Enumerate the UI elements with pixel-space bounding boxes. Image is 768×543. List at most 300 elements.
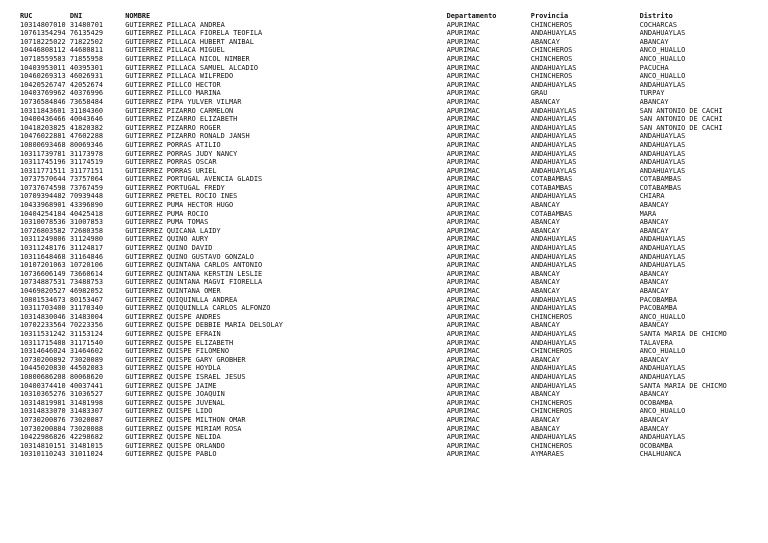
cell-dni: 46982052 xyxy=(69,287,104,295)
cell-departamento: APURIMAC xyxy=(446,252,480,261)
cell-nombre: GUTIERREZ QUISPE ISRAEL JESUS xyxy=(125,372,246,381)
cell-ruc: 10311531242 xyxy=(20,329,66,338)
cell-dni: 31036527 xyxy=(69,390,104,399)
cell-dni: 31481015 xyxy=(69,441,104,450)
cell-provincia: ANDAHUAYLAS xyxy=(530,329,577,338)
table-row xyxy=(0,89,768,98)
cell-nombre: GUTIERREZ PILLACA SAMUEL ALCADIO xyxy=(125,63,259,72)
cell-provincia: ABANCAY xyxy=(530,424,560,433)
cell-provincia: ANDAHUAYLAS xyxy=(530,192,577,201)
cell-ruc: 10433968901 xyxy=(20,201,66,210)
cell-dni: 31483004 xyxy=(69,312,104,321)
cell-nombre: GUTIERREZ PIZARRO ELIZABETH xyxy=(125,115,238,124)
table-row xyxy=(0,141,768,150)
cell-dni: 73658484 xyxy=(69,97,104,106)
cell-departamento: APURIMAC xyxy=(446,381,480,390)
cell-dni: 31170340 xyxy=(69,304,104,313)
table-row xyxy=(0,98,768,107)
cell-departamento: APURIMAC xyxy=(446,235,480,244)
cell-departamento: APURIMAC xyxy=(446,244,480,253)
cell-ruc: 10761354294 xyxy=(20,29,66,38)
cell-dni: 31480701 xyxy=(69,20,104,29)
cell-distrito: ABANCAY xyxy=(639,97,669,106)
cell-nombre: GUTIERREZ PILLCO HECTOR xyxy=(125,80,221,89)
cell-ruc: 10404254184 xyxy=(20,209,66,218)
cell-distrito: ANDAHUAYLAS xyxy=(639,261,686,270)
table-row xyxy=(0,425,768,434)
cell-ruc: 10420526747 xyxy=(20,80,66,89)
cell-departamento: APURIMAC xyxy=(446,89,480,98)
table-row xyxy=(0,72,768,81)
cell-ruc: 10311648468 xyxy=(20,252,66,261)
cell-provincia: ANDAHUAYLAS xyxy=(530,381,577,390)
cell-departamento: APURIMAC xyxy=(446,123,480,132)
cell-nombre: GUTIERREZ QUISPE JOAQUIN xyxy=(125,390,225,399)
cell-provincia: AYMARAES xyxy=(530,450,564,459)
cell-provincia: CHINCHEROS xyxy=(530,72,573,81)
cell-provincia: CHINCHEROS xyxy=(530,347,573,356)
cell-provincia: ANDAHUAYLAS xyxy=(530,149,577,158)
cell-provincia: ABANCAY xyxy=(530,269,560,278)
cell-ruc: 10460269313 xyxy=(20,72,66,81)
cell-ruc: 10311703400 xyxy=(20,304,66,313)
cell-dni: 43396890 xyxy=(69,201,104,210)
cell-dni: 80068620 xyxy=(69,372,104,381)
cell-dni: 73020089 xyxy=(69,355,104,364)
cell-nombre: GUTIERREZ PILLACA WILFREDO xyxy=(125,72,234,81)
cell-provincia: CHINCHEROS xyxy=(530,54,573,63)
cell-nombre: GUTIERREZ QUISPE EFRAIN xyxy=(125,329,221,338)
cell-ruc: 10314819981 xyxy=(20,398,66,407)
cell-dni: 31124817 xyxy=(69,244,104,253)
cell-departamento: APURIMAC xyxy=(446,183,480,192)
cell-distrito: ANCO_HUALLO xyxy=(639,407,686,416)
cell-nombre: GUTIERREZ QUISPE NELIDA xyxy=(125,433,221,442)
cell-provincia: ANDAHUAYLAS xyxy=(530,372,577,381)
cell-ruc: 10445020830 xyxy=(20,364,66,373)
cell-dni: 44680811 xyxy=(69,46,104,55)
cell-provincia: ABANCAY xyxy=(530,355,560,364)
cell-departamento: APURIMAC xyxy=(446,415,480,424)
cell-departamento: APURIMAC xyxy=(446,278,480,287)
cell-distrito: ABANCAY xyxy=(639,278,669,287)
cell-provincia: ANDAHUAYLAS xyxy=(530,252,577,261)
table-row xyxy=(0,270,768,279)
cell-departamento: APURIMAC xyxy=(446,149,480,158)
cell-nombre: GUTIERREZ QUISPE GARY GROBHER xyxy=(125,355,246,364)
cell-departamento: APURIMAC xyxy=(446,115,480,124)
cell-nombre: GUTIERREZ QUINO AURY xyxy=(125,235,209,244)
cell-ruc: 10730200876 xyxy=(20,415,66,424)
table-row xyxy=(0,235,768,244)
cell-distrito: OCOBAMBA xyxy=(639,441,673,450)
cell-nombre: GUTIERREZ PORTUGAL FREDY xyxy=(125,183,225,192)
cell-dni: 73757064 xyxy=(69,175,104,184)
cell-distrito: ABANCAY xyxy=(639,218,669,227)
cell-provincia: CHINCHEROS xyxy=(530,46,573,55)
cell-distrito: SAN ANTONIO DE CACHI xyxy=(639,106,723,115)
table-row xyxy=(0,115,768,124)
cell-nombre: GUTIERREZ QUINTANA CARLOS ANTONIO xyxy=(125,261,263,270)
cell-dni: 73020087 xyxy=(69,415,104,424)
cell-distrito: TURPAY xyxy=(639,89,665,98)
cell-dni: 44502083 xyxy=(69,364,104,373)
cell-provincia: ABANCAY xyxy=(530,201,560,210)
cell-distrito: SAN ANTONIO DE CACHI xyxy=(639,123,723,132)
cell-ruc: 10730200884 xyxy=(20,424,66,433)
cell-distrito: CHALHUANCA xyxy=(639,450,682,459)
cell-nombre: GUTIERREZ QUINTANA OMER xyxy=(125,287,221,295)
cell-dni: 70223356 xyxy=(69,321,104,330)
cell-ruc: 10736584846 xyxy=(20,97,66,106)
table-row xyxy=(0,64,768,73)
cell-distrito: ANDAHUAYLAS xyxy=(639,244,686,253)
cell-distrito: SAN ANTONIO DE CACHI xyxy=(639,115,723,124)
cell-departamento: APURIMAC xyxy=(446,390,480,399)
cell-departamento: APURIMAC xyxy=(446,29,480,38)
cell-departamento: APURIMAC xyxy=(446,46,480,55)
table-row xyxy=(0,175,768,184)
table-row xyxy=(0,227,768,236)
cell-dni: 73020088 xyxy=(69,424,104,433)
cell-distrito: COCHARCAS xyxy=(639,20,677,29)
table-row xyxy=(0,287,768,296)
cell-nombre: GUTIERREZ PUMA HECTOR HUGO xyxy=(125,201,234,210)
cell-nombre: GUTIERREZ QUINO GUSTAVO GONZALO xyxy=(125,252,254,261)
cell-departamento: APURIMAC xyxy=(446,321,480,330)
cell-nombre: GUTIERREZ PUMA ROCIO xyxy=(125,209,209,218)
cell-departamento: APURIMAC xyxy=(446,261,480,270)
cell-departamento: APURIMAC xyxy=(446,355,480,364)
cell-ruc: 10800686208 xyxy=(20,372,66,381)
cell-nombre: GUTIERREZ PUMA TOMAS xyxy=(125,218,209,227)
cell-nombre: GUTIERREZ QUINTANA MAGVI FIORELLA xyxy=(125,278,263,287)
cell-distrito: MARA xyxy=(639,209,657,218)
table-row xyxy=(0,132,768,141)
cell-departamento: APURIMAC xyxy=(446,338,480,347)
cell-nombre: GUTIERREZ QUISPE PABLO xyxy=(125,450,217,459)
cell-nombre: GUTIERREZ PORRAS ATILIO xyxy=(125,140,221,149)
cell-distrito: COTABAMBAS xyxy=(639,175,682,184)
cell-nombre: GUTIERREZ QUISPE ELIZABETH xyxy=(125,338,234,347)
table-row xyxy=(0,339,768,348)
cell-ruc: 10709394482 xyxy=(20,192,66,201)
cell-nombre: GUTIERREZ PIZARRO CARMELON xyxy=(125,106,234,115)
table-row xyxy=(0,416,768,425)
cell-distrito: ANCO_HUALLO xyxy=(639,347,686,356)
cell-nombre: GUTIERREZ QUISPE FILOMENO xyxy=(125,347,229,356)
cell-departamento: APURIMAC xyxy=(446,226,480,235)
cell-ruc: 10736606149 xyxy=(20,269,66,278)
table-header-row xyxy=(0,12,768,21)
cell-ruc: 10403769962 xyxy=(20,89,66,98)
cell-dni: 31007853 xyxy=(69,218,104,227)
cell-dni: 31011024 xyxy=(69,450,104,459)
header-departamento: Departamento xyxy=(446,12,497,20)
table-row xyxy=(0,124,768,133)
cell-ruc: 10446808112 xyxy=(20,46,66,55)
header-distrito: Distrito xyxy=(639,12,673,20)
cell-distrito: SANTA MARIA DE CHICMO xyxy=(639,329,727,338)
cell-dni: 72680358 xyxy=(69,226,104,235)
cell-ruc: 10737570644 xyxy=(20,175,66,184)
cell-dni: 31164846 xyxy=(69,252,104,261)
cell-provincia: GRAU xyxy=(530,89,548,98)
cell-ruc: 10107201063 xyxy=(20,261,66,270)
cell-nombre: GUTIERREZ QUISPE ORLANDO xyxy=(125,441,225,450)
table-row xyxy=(0,81,768,90)
cell-dni: 31464602 xyxy=(69,347,104,356)
cell-ruc: 10314833070 xyxy=(20,407,66,416)
cell-dni: 47602288 xyxy=(69,132,104,141)
cell-ruc: 10403953011 xyxy=(20,63,66,72)
cell-distrito: ANDAHUAYLAS xyxy=(639,29,686,38)
table-row xyxy=(0,201,768,210)
cell-distrito: ANDAHUAYLAS xyxy=(639,364,686,373)
cell-departamento: APURIMAC xyxy=(446,441,480,450)
table-row xyxy=(0,253,768,262)
cell-dni: 42052674 xyxy=(69,80,104,89)
cell-distrito: ANCO_HUALLO xyxy=(639,54,686,63)
cell-nombre: GUTIERREZ PILLACA HUBERT ANIBAL xyxy=(125,37,254,46)
cell-provincia: ABANCAY xyxy=(530,415,560,424)
table-row xyxy=(0,321,768,330)
cell-departamento: APURIMAC xyxy=(446,329,480,338)
cell-departamento: APURIMAC xyxy=(446,295,480,304)
table-row xyxy=(0,21,768,30)
cell-distrito: ABANCAY xyxy=(639,321,669,330)
cell-departamento: APURIMAC xyxy=(446,72,480,81)
cell-dni: 73767459 xyxy=(69,183,104,192)
cell-departamento: APURIMAC xyxy=(446,269,480,278)
cell-provincia: CHINCHEROS xyxy=(530,441,573,450)
cell-provincia: CHINCHEROS xyxy=(530,312,573,321)
cell-departamento: APURIMAC xyxy=(446,63,480,72)
cell-dni: 40043646 xyxy=(69,115,104,124)
table-row xyxy=(0,364,768,373)
table-body xyxy=(0,21,768,459)
cell-ruc: 10737674598 xyxy=(20,183,66,192)
cell-provincia: ANDAHUAYLAS xyxy=(530,244,577,253)
table-row xyxy=(0,55,768,64)
cell-nombre: GUTIERREZ QUICAÑA LAIDY xyxy=(125,226,221,235)
table-row xyxy=(0,107,768,116)
cell-provincia: ABANCAY xyxy=(530,321,560,330)
cell-dni: 40037441 xyxy=(69,381,104,390)
cell-dni: 76135429 xyxy=(69,29,104,38)
cell-distrito: ANDAHUAYLAS xyxy=(639,252,686,261)
table-row xyxy=(0,373,768,382)
cell-ruc: 10311248176 xyxy=(20,244,66,253)
cell-dni: 31171540 xyxy=(69,338,104,347)
cell-provincia: COTABAMBAS xyxy=(530,209,573,218)
cell-provincia: ABANCAY xyxy=(530,226,560,235)
cell-departamento: APURIMAC xyxy=(446,192,480,201)
cell-distrito: ABANCAY xyxy=(639,269,669,278)
cell-provincia: ANDAHUAYLAS xyxy=(530,295,577,304)
cell-departamento: APURIMAC xyxy=(446,209,480,218)
cell-provincia: ANDAHUAYLAS xyxy=(530,115,577,124)
table-row xyxy=(0,261,768,270)
cell-provincia: ABANCAY xyxy=(530,97,560,106)
cell-distrito: ABANCAY xyxy=(639,390,669,399)
cell-distrito: PACOBAMBA xyxy=(639,295,677,304)
table-row xyxy=(0,399,768,408)
cell-dni: 41820382 xyxy=(69,123,104,132)
cell-nombre: GUTIERREZ PILLACA MIGUEL xyxy=(125,46,225,55)
table-row xyxy=(0,158,768,167)
cell-distrito: PACUCHA xyxy=(639,63,669,72)
cell-distrito: ANCO_HUALLO xyxy=(639,312,686,321)
cell-provincia: COTABAMBAS xyxy=(530,183,573,192)
cell-ruc: 10310365276 xyxy=(20,390,66,399)
table-row xyxy=(0,347,768,356)
cell-ruc: 10730200892 xyxy=(20,355,66,364)
cell-ruc: 10314810151 xyxy=(20,441,66,450)
cell-dni: 31174519 xyxy=(69,158,104,167)
cell-nombre: GUTIERREZ QUISPE MIRIAM ROSA xyxy=(125,424,242,433)
cell-departamento: APURIMAC xyxy=(446,175,480,184)
cell-provincia: ANDAHUAYLAS xyxy=(530,433,577,442)
cell-dni: 46026931 xyxy=(69,72,104,81)
table-row xyxy=(0,167,768,176)
cell-nombre: GUTIERREZ PIZARRO RONALD JANSH xyxy=(125,132,250,141)
cell-distrito: PACOBAMBA xyxy=(639,304,677,313)
cell-ruc: 10800693468 xyxy=(20,140,66,149)
cell-dni: 73488753 xyxy=(69,278,104,287)
cell-dni: 31153124 xyxy=(69,329,104,338)
cell-dni: 40376996 xyxy=(69,89,104,98)
cell-provincia: ANDAHUAYLAS xyxy=(530,235,577,244)
cell-departamento: APURIMAC xyxy=(446,132,480,141)
cell-distrito: ANDAHUAYLAS xyxy=(639,140,686,149)
cell-departamento: APURIMAC xyxy=(446,106,480,115)
table-row xyxy=(0,296,768,305)
cell-dni: 73660614 xyxy=(69,269,104,278)
cell-distrito: ABANCAY xyxy=(639,424,669,433)
cell-provincia: ANDAHUAYLAS xyxy=(530,166,577,175)
table-row xyxy=(0,382,768,391)
cell-provincia: CHINCHEROS xyxy=(530,407,573,416)
cell-ruc: 10314646024 xyxy=(20,347,66,356)
cell-provincia: ANDAHUAYLAS xyxy=(530,106,577,115)
cell-ruc: 10422986826 xyxy=(20,433,66,442)
cell-ruc: 10311715408 xyxy=(20,338,66,347)
cell-ruc: 10311745196 xyxy=(20,158,66,167)
cell-provincia: CHINCHEROS xyxy=(530,398,573,407)
cell-provincia: ANDAHUAYLAS xyxy=(530,80,577,89)
cell-provincia: ANDAHUAYLAS xyxy=(530,29,577,38)
cell-ruc: 10702233564 xyxy=(20,321,66,330)
cell-ruc: 10801534673 xyxy=(20,295,66,304)
cell-distrito: ABANCAY xyxy=(639,201,669,210)
cell-provincia: ANDAHUAYLAS xyxy=(530,132,577,141)
cell-distrito: TALAVERA xyxy=(639,338,673,347)
cell-departamento: APURIMAC xyxy=(446,166,480,175)
table-row xyxy=(0,390,768,399)
table-row xyxy=(0,46,768,55)
cell-departamento: APURIMAC xyxy=(446,140,480,149)
table-row xyxy=(0,356,768,365)
cell-provincia: ANDAHUAYLAS xyxy=(530,63,577,72)
table-row xyxy=(0,330,768,339)
header-ruc: RUC xyxy=(20,12,33,20)
cell-dni: 31124980 xyxy=(69,235,104,244)
cell-nombre: GUTIERREZ QUISPE MILTHON OMAR xyxy=(125,415,246,424)
cell-provincia: COTABAMBAS xyxy=(530,175,573,184)
cell-departamento: APURIMAC xyxy=(446,20,480,29)
cell-dni: 42298682 xyxy=(69,433,104,442)
cell-dni: 80153467 xyxy=(69,295,104,304)
cell-departamento: APURIMAC xyxy=(446,201,480,210)
cell-nombre: GUTIERREZ PIPA YULVER VILMAR xyxy=(125,97,242,106)
cell-dni: 10720106 xyxy=(69,261,104,270)
table-row xyxy=(0,407,768,416)
table-row xyxy=(0,450,768,459)
cell-departamento: APURIMAC xyxy=(446,218,480,227)
cell-departamento: APURIMAC xyxy=(446,372,480,381)
cell-nombre: GUTIERREZ QUINO DAVID xyxy=(125,244,213,253)
cell-ruc: 10734887531 xyxy=(20,278,66,287)
cell-nombre: GUTIERREZ PORRAS JUDY NANCY xyxy=(125,149,238,158)
table-row xyxy=(0,184,768,193)
cell-nombre: GUTIERREZ PILLACA ANDREA xyxy=(125,20,225,29)
cell-distrito: SANTA MARIA DE CHICMO xyxy=(639,381,727,390)
cell-departamento: APURIMAC xyxy=(446,158,480,167)
cell-provincia: ANDAHUAYLAS xyxy=(530,364,577,373)
cell-distrito: OCOBAMBA xyxy=(639,398,673,407)
cell-distrito: ABANCAY xyxy=(639,226,669,235)
cell-provincia: CHINCHEROS xyxy=(530,20,573,29)
cell-ruc: 10310110243 xyxy=(20,450,66,459)
ruc-listing-sheet xyxy=(0,12,768,459)
cell-provincia: ABANCAY xyxy=(530,218,560,227)
cell-nombre: GUTIERREZ PILLCO MARINA xyxy=(125,89,221,98)
cell-distrito: ANDAHUAYLAS xyxy=(639,149,686,158)
cell-departamento: APURIMAC xyxy=(446,424,480,433)
cell-distrito: ABANCAY xyxy=(639,37,669,46)
cell-provincia: ANDAHUAYLAS xyxy=(530,304,577,313)
cell-dni: 80069346 xyxy=(69,140,104,149)
cell-departamento: APURIMAC xyxy=(446,54,480,63)
cell-distrito: ANCO_HUALLO xyxy=(639,72,686,81)
cell-departamento: APURIMAC xyxy=(446,37,480,46)
cell-distrito: ANDAHUAYLAS xyxy=(639,433,686,442)
cell-ruc: 10476022881 xyxy=(20,132,66,141)
cell-nombre: GUTIERREZ QUIQUINLLA CARLOS ALFONZO xyxy=(125,304,271,313)
cell-distrito: ANCO_HUALLO xyxy=(639,46,686,55)
cell-distrito: ABANCAY xyxy=(639,355,669,364)
cell-provincia: ANDAHUAYLAS xyxy=(530,123,577,132)
cell-nombre: GUTIERREZ PORRAS URIEL xyxy=(125,166,217,175)
cell-ruc: 10726803582 xyxy=(20,226,66,235)
cell-provincia: ABANCAY xyxy=(530,287,560,295)
table-row xyxy=(0,313,768,322)
cell-provincia: ABANCAY xyxy=(530,37,560,46)
cell-dni: 40425418 xyxy=(69,209,104,218)
table-row xyxy=(0,38,768,47)
cell-ruc: 10718559583 xyxy=(20,54,66,63)
cell-provincia: ABANCAY xyxy=(530,390,560,399)
cell-nombre: GUTIERREZ PILLACA FIORELA TEOFILA xyxy=(125,29,263,38)
cell-nombre: GUTIERREZ QUISPE JAIME xyxy=(125,381,217,390)
cell-dni: 31483307 xyxy=(69,407,104,416)
cell-distrito: ABANCAY xyxy=(639,287,669,295)
cell-nombre: GUTIERREZ PILLACA NICOL NIMBER xyxy=(125,54,250,63)
cell-nombre: GUTIERREZ PIZARRO ROGER xyxy=(125,123,221,132)
header-nombre: NOMBRE xyxy=(125,12,151,20)
cell-ruc: 10311739781 xyxy=(20,149,66,158)
